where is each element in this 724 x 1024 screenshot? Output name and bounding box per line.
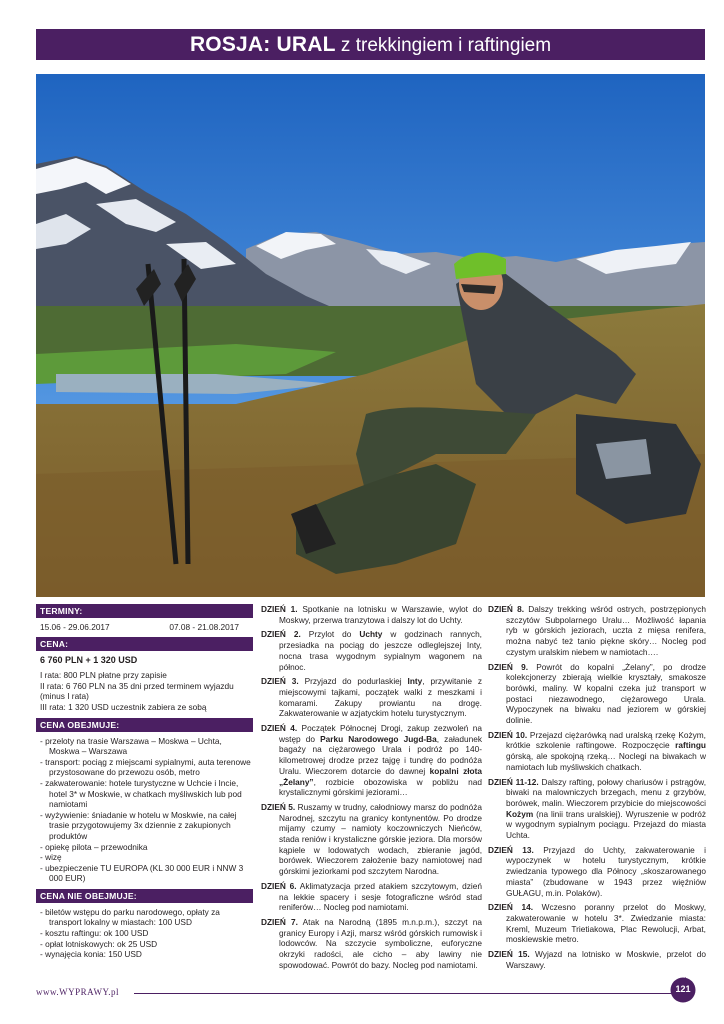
price-rate: II rata: 6 760 PLN na 35 dni przed terminem wyjazdu (minus I rata) (40, 680, 234, 702)
day-paragraph: DZIEŃ 11-12. Dalszy rafting, połowy chariusów i pstrągów, biwaki na malowniczych brzegach, menu z grzybów, borówek, malin. Wieczorem przybicie do miejscowości Kożym (na linii trans uralskiej). Wyruszenie w podróż w wygodnym sypialnym pociągu. Przejazd do miasta Uchta. (488, 776, 706, 841)
itinerary-column-2 (488, 604, 706, 975)
price-heading: CENA: (36, 637, 253, 651)
mountain-photo-icon (36, 74, 705, 597)
info-sidebar (36, 604, 253, 965)
day-paragraph: DZIEŃ 2. Przylot do Uchty w godzinach rannych, przesiadka na pociąg do jeszcze odleglejszej Inty, nocna trasa wygodnym sypialnym wagonem na północ. (261, 629, 482, 672)
day-paragraph: DZIEŃ 9. Powrót do kopalni „Żelany”, po drodze kolekcjonerzy zbierają wielkie kryształy, smakosze borówki, maliny. W kopalni czeka już transport w postaci niezawodnego, ciężarowego Urala. Wypoczynek na biwaku nad jeziorem w górskiej dolinie. (488, 661, 706, 726)
day-paragraph: DZIEŃ 10. Przejazd ciężarówką nad uralską rzekę Kożym, krótkie szkolenie raftingowe. Rozpoczęcie raftingu górską, ale spokojną rzeką… Noclegi na biwakach w namiotach lub myśliwskich chatkach. (488, 729, 706, 772)
list-item: - kosztu raftingu: ok 100 USD (40, 928, 253, 939)
page-title (36, 29, 705, 60)
price-main: 6 760 PLN + 1 320 USD (40, 654, 138, 665)
terms-heading: TERMINY: (36, 604, 253, 618)
list-item: - opłat lotniskowych: ok 25 USD (40, 939, 253, 950)
list-item: - biletów wstępu do parku narodowego, opłaty za transport lokalny w miastach: 100 USD (40, 907, 253, 928)
list-item: - przeloty na trasie Warszawa – Moskwa – Uchta, Moskwa – Warszawa (40, 736, 253, 757)
price-rate: III rata: 1 320 USD uczestnik zabiera ze sobą (40, 701, 207, 712)
day-paragraph: DZIEŃ 14. Wczesno poranny przelot do Moskwy, zakwaterowanie w hotelu 3*. Zwiedzanie miasta: Kreml, Muzeum Trietiakowa, Plac Rewolucji, Arbat, moskiewskie metro. (488, 902, 707, 945)
term-date-2: 07.08 - 21.08.2017 (169, 622, 239, 632)
day-paragraph: DZIEŃ 15. Wyjazd na lotnisko w Moskwie, przelot do Warszawy. (488, 949, 706, 970)
price-rate: I rata: 800 PLN płatne przy zapisie (40, 670, 167, 681)
title-subtitle: z trekkingiem i raftingiem (335, 35, 552, 56)
includes-list (36, 736, 253, 884)
includes-heading: CENA OBEJMUJE: (36, 718, 253, 732)
terms-dates (36, 622, 253, 633)
day-paragraph: DZIEŃ 4. Początek Północnej Drogi, zakup zezwoleń na wstęp do Parku Narodowego Jugd-Ba, załadunek bagaży na ciężarowego Urala i podróż po 140-kilometrowej drodze przez tajgę i tundrę do podnóża Uralu. Wieczorem dotarcie do dawnej kopalni złota „Żelany”, rozbicie obozowiska w pobliżu nad krystalicznymi górskimi jeziorami… (261, 723, 483, 798)
day-paragraph: DZIEŃ 7. Atak na Narodną (1895 m.n.p.m.), szczyt na granicy Europy i Azji, marsz wśród górskich rumowisk i lodowców. Na szczycie symboliczne, euforyczne okrzyki radości, ale cicho – aby lawiny nie spowodować. Powrót do bazy. Nocleg pod namiotami. (261, 916, 482, 970)
list-item: - ubezpieczenie TU EUROPA (KL 30 000 EUR i NNW 3 000 EUR) (40, 863, 253, 884)
day-paragraph: DZIEŃ 3. Przyjazd do podurlaskiej Inty, przywitanie z miejscowymi tajkami, początek walki z meszkami i komarami. Zakupy prowiantu na drogę. Zakwaterowanie w azjatyckim hotelu turystycznym. (261, 676, 482, 719)
excludes-list (36, 907, 253, 960)
itinerary-column-1 (261, 604, 482, 975)
term-date-1: 15.06 - 29.06.2017 (40, 622, 110, 632)
list-item: - transport: pociąg z miejscami sypialnymi, auta terenowe przystosowane do przewozu osób, metro (40, 757, 253, 778)
title-country: ROSJA: URAL (189, 33, 336, 56)
day-paragraph: DZIEŃ 6. Aklimatyzacja przed atakiem szczytowym, dzień na lekkie spacery i sesje fotograficzne wśród stad reniferów… Nocleg pod namiotami. (261, 880, 482, 913)
footer-website[interactable]: www.WYPRAWY.pl (36, 987, 120, 997)
day-paragraph: DZIEŃ 1. Spotkanie na lotnisku w Warszawie, wylot do Moskwy, przerwa tranzytowa i dalszy lot do Uchty. (261, 604, 482, 625)
list-item: - opiekę pilota – przewodnika (40, 842, 253, 853)
footer-divider (134, 993, 672, 994)
list-item: - wizę (40, 852, 253, 863)
day-paragraph: DZIEŃ 13. Przyjazd do Uchty, zakwaterowanie i wypoczynek w hotelu turystycznym, krótkie zwiedzania typowego dla Północy „skoszarowanego miasta” (zbudowane w 1943 przez więźniów GUŁAGU, m.in. Polaków). (488, 844, 707, 898)
list-item: - wynajęcia konia: 150 USD (40, 949, 253, 960)
excludes-heading: CENA NIE OBEJMUJE: (36, 889, 253, 903)
page-number: 121 (675, 984, 691, 994)
day-paragraph: DZIEŃ 8. Dalszy trekking wśród ostrych, postrzępionych szczytów Subpolarnego Uralu… Możliwość łapania ryb w górskich jeziorach, uczta z mięsa renifera, można nabyć też tanio piękne skóry… Nocleg pod czystym uralskim niebem w namiotach…. (488, 604, 707, 657)
mountain-photo (36, 74, 705, 597)
day-paragraph: DZIEŃ 5. Ruszamy w trudny, całodniowy marsz do podnóża Narodnej, szczytu na granicy kontynentów. Po drodze mijamy czumy – namioty koczowniczych Nieńców, stada reniów i krystaliczne górskie jeziora. Dla morsów kąpiele w lodowatych wodach, zbieranie jagód, borówek. Wieczorem założenie bazy namiotowej nad górskimi jeziorkami pod szczytem Narodna. (261, 801, 482, 877)
list-item: - wyżywienie: śniadanie w hotelu w Moskwie, na całej trasie przygotowujemy 3x dziennie z zakupionych produktów (40, 810, 253, 842)
list-item: - zakwaterowanie: hotele turystyczne w Uchcie i Incie, hotel 3* w Moskwie, w chatkach myśliwskich lub pod namiotami (40, 778, 253, 810)
